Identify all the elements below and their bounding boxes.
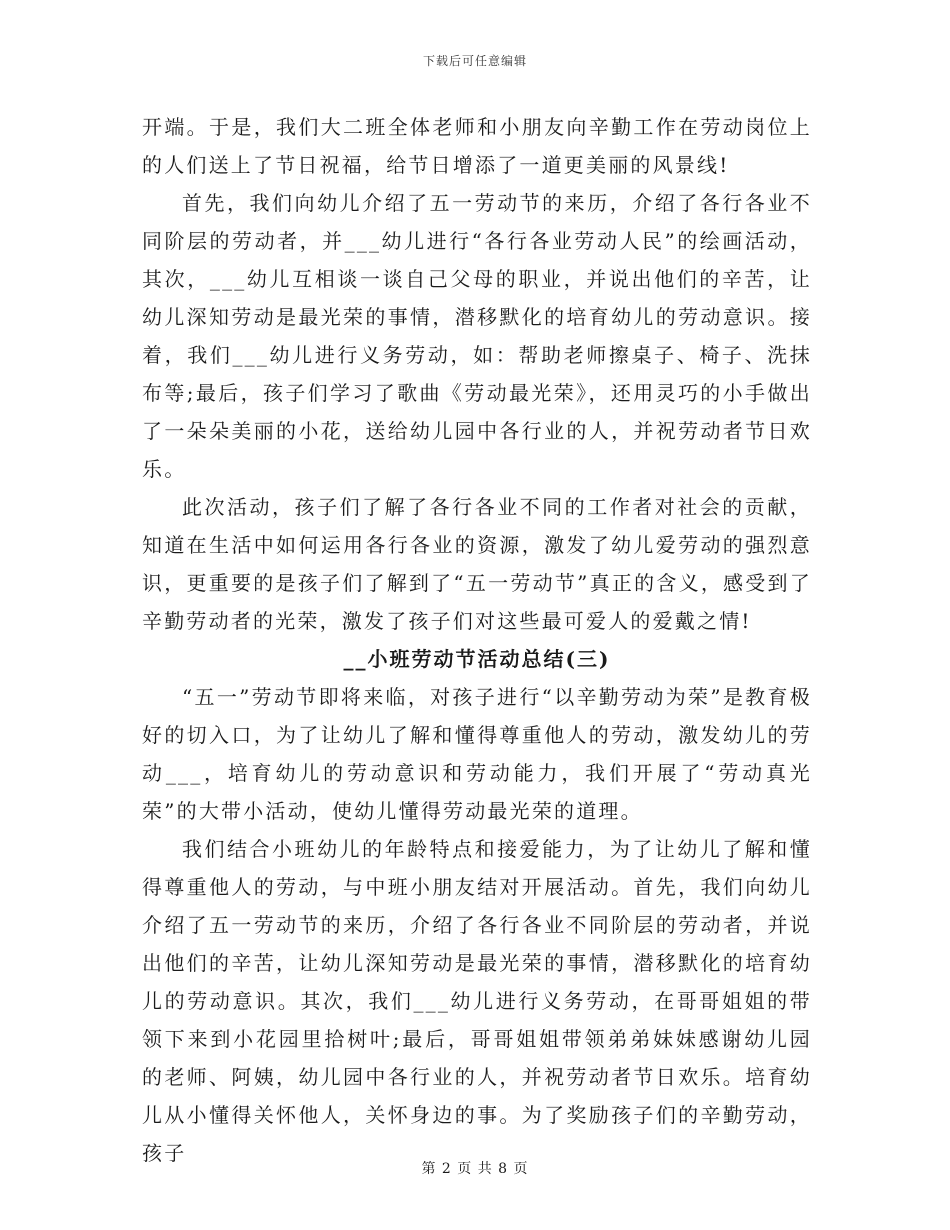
section-heading: __小班劳动节活动总结(三) <box>343 647 611 671</box>
paragraph-details: 我们结合小班幼儿的年龄特点和接爱能力，为了让幼儿了解和懂得尊重他人的劳动，与中班小朋友结对开展活动。首先，我们向幼儿介绍了五一劳动节的来历，介绍了各行各业不同阶层的劳动者，并说出他们的辛苦，让幼儿深知劳动是最光荣的事情，潜移默化的培育幼儿的劳动意识。其次，我们___幼儿进行义务劳动，在哥哥姐姐的带领下来到小花园里拾树叶;最后，哥哥姐姐带领弟弟妹妹感谢幼儿园的老师、阿姨，幼儿园中各行业的人，并祝劳动者节日欢乐。培育幼儿从小懂得关怀他人，关怀身边的事。为了奖励孩子们的辛勤劳动，孩子 <box>142 837 812 1165</box>
paragraph-activity-steps: 首先，我们向幼儿介绍了五一劳动节的来历，介绍了各行各业不同阶层的劳动者，并___幼儿进行“各行各业劳动人民”的绘画活动，其次，___幼儿互相谈一谈自己父母的职业，并说出他们的辛苦，让幼儿深知劳动是最光荣的事情，潜移默化的培育幼儿的劳动意识。接着，我们___幼儿进行义务劳动，如：帮助老师擦桌子、椅子、洗抹布等;最后，孩子们学习了歌曲《劳动最光荣》，还用灵巧的小手做出了一朵朵美丽的小花，送给幼儿园中各行业的人，并祝劳动者节日欢乐。 <box>142 191 812 481</box>
paragraph-activity-result: 此次活动，孩子们了解了各行各业不同的工作者对社会的贡献，知道在生活中如何运用各行各业的资源，激发了幼儿爱劳动的强烈意识，更重要的是孩子们了解到了“五一劳动节”真正的含义，感受到了辛勤劳动者的光荣，激发了孩子们对这些最可爱人的爱戴之情! <box>142 495 812 633</box>
document-body <box>142 108 812 1172</box>
page-header-note: 下载后可任意编辑 <box>422 54 527 68</box>
page-number: 第 2 页 共 8 页 <box>421 1161 529 1177</box>
paragraph-continuation: 开端。于是，我们大二班全体老师和小朋友向辛勤工作在劳动岗位上的人们送上了节日祝福，给节日增添了一道更美丽的风景线! <box>142 115 812 177</box>
paragraph-intro: “五一”劳动节即将来临，对孩子进行“以辛勤劳动为荣”是教育极好的切入口，为了让幼儿了解和懂得尊重他人的劳动，激发幼儿的劳动___，培育幼儿的劳动意识和劳动能力，我们开展了“劳动真光荣”的大带小活动，使幼儿懂得劳动最光荣的道理。 <box>142 685 812 823</box>
